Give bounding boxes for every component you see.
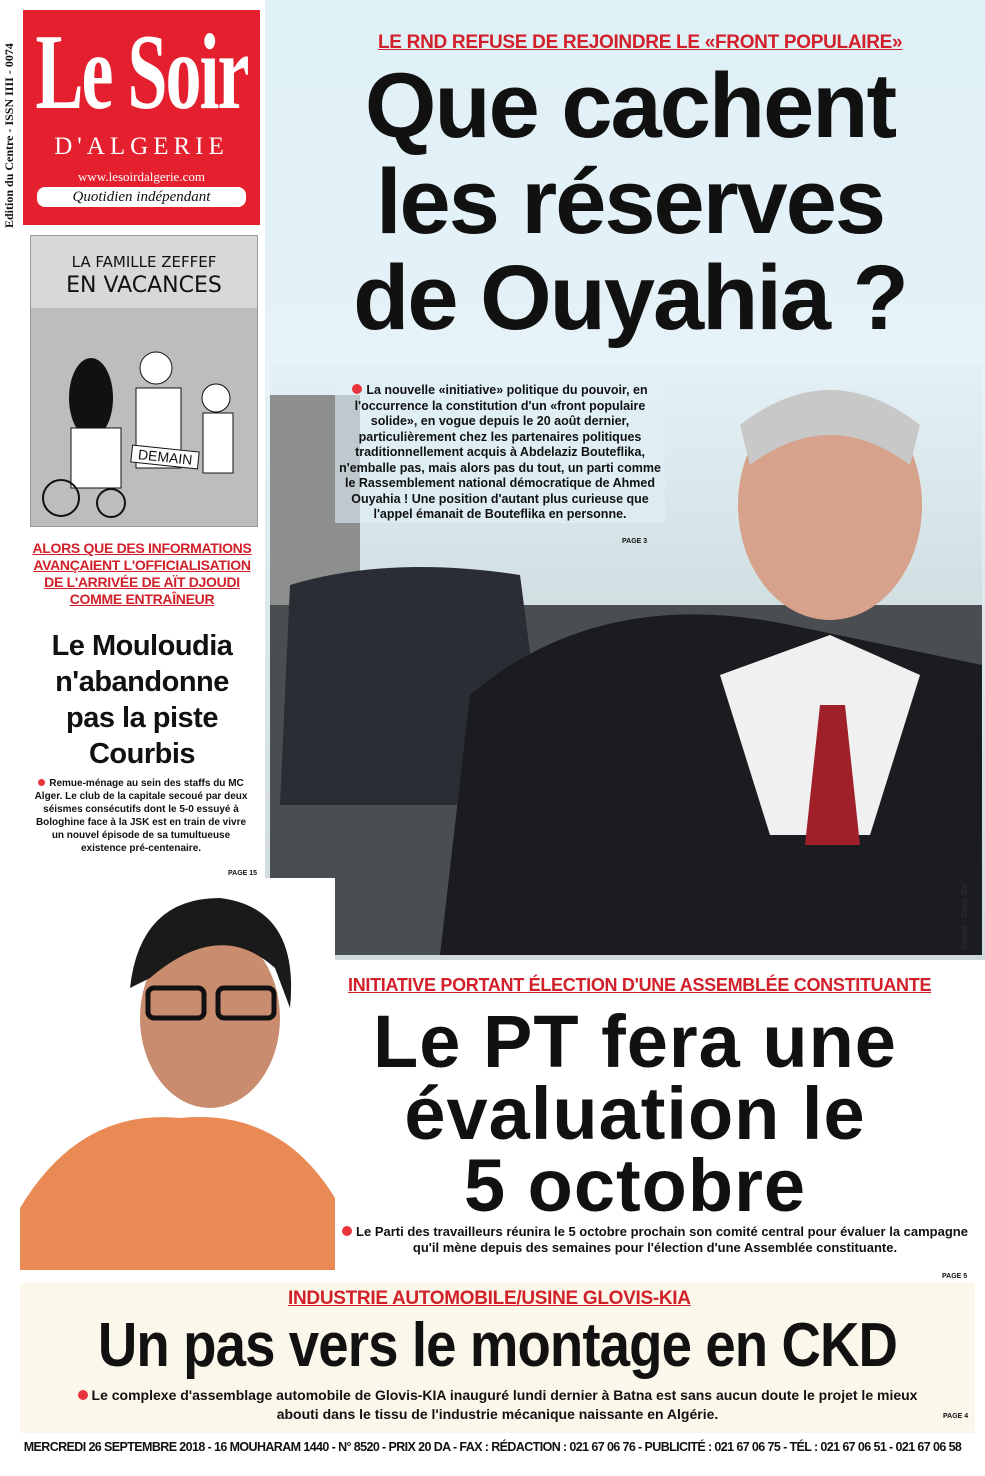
pt-kicker: INITIATIVE PORTANT ÉLECTION D'UNE ASSEMBLÉE CONSTITUANTE	[348, 975, 932, 995]
masthead-side-text: Edition du Centre - ISSN IIII - 0074	[2, 43, 16, 228]
sport-page-ref[interactable]: PAGE 15	[228, 870, 258, 877]
sport-headline[interactable]: Le Mouloudia n'abandonne pas la piste Courbis	[51, 630, 233, 770]
cartoon-title: LA FAMILLE ZEFFEF EN VACANCES	[66, 253, 222, 298]
bullet-icon	[78, 1390, 88, 1400]
cartoon-drawing	[31, 308, 258, 527]
auto-page-ref[interactable]: PAGE 4	[943, 1413, 969, 1420]
auto-kicker: INDUSTRIE AUTOMOBILE/USINE GLOVIS-KIA	[288, 1288, 691, 1309]
masthead-logo[interactable]	[23, 10, 260, 225]
logo-subtitle: D'ALGERIE	[54, 133, 229, 160]
auto-headline[interactable]: Un pas vers le montage en CKD	[97, 1311, 898, 1380]
lead-body: La nouvelle «initiative» politique du pouvoir, en l'occurrence la constitution d'un «front populaire solide», en vogue depuis le 20 août dernier, particulièrement chez les partenaires politiques traditionnellement acquis à Abdelaziz Bouteflika, n'emballe pas, mais alors pas du tout, un parti comme le Rassemblement national démocratique de Ahmed Ouyahia ! Une position d'autant plus curieuse que l'appel émanait de Bouteflika en personne.	[335, 383, 665, 523]
auto-body: Le complexe d'assemblage automobile de Glovis-KIA inauguré lundi dernier à Batna est sans aucun doute le projet le mieux abouti dans le tissu de l'industrie mécanique naissante en Algérie.	[60, 1386, 935, 1424]
sport-kicker: ALORS QUE DES INFORMATIONS AVANÇAIENT L'OFFICIALISATION DE L'ARRIVÉE DE AÏT DJOUDI COMME ENTRAÎNEUR	[32, 540, 252, 607]
footer-info: MERCREDI 26 SEPTEMBRE 2018 - 16 MOUHARAM 1440 - N° 8520 - PRIX 20 DA - FAX : RÉDACTION : 021 67 06 76 - PUBLICITÉ : 021 67 06 75 - TÉL : 021 67 06 51 - 021 67 06 58	[23, 1440, 962, 1454]
cartoon	[30, 235, 258, 527]
bullet-icon	[342, 1226, 352, 1236]
lead-headline[interactable]: Que cachent les réserves de Ouyahia ?	[353, 55, 907, 349]
lead-page-ref[interactable]: PAGE 3	[622, 538, 648, 545]
logo-tagline: Quotidien indépendant	[37, 187, 246, 207]
bullet-icon	[38, 779, 45, 786]
pt-body: Le Parti des travailleurs réunira le 5 octobre prochain son comité central pour évaluer la campagne qu'il mène depuis des semaines pour l'élection d'une Assemblée constituante.	[340, 1224, 970, 1255]
sport-body: Remue-ménage au sein des staffs du MC Alger. Le club de la capitale secoué par deux séismes consécutifs dont le 5-0 essuyé à Bologhine face à la JSK est en train de vivre un nouvel épisode de sa tumultueuse existence pré-centenaire.	[34, 778, 248, 854]
cartoon-sign: DEMAIN	[130, 444, 200, 469]
pt-page-ref[interactable]: PAGE 5	[942, 1273, 968, 1280]
photo-credit: Photos : Samir Sid	[960, 883, 969, 950]
pt-headline[interactable]: Le PT fera une évaluation le 5 octobre	[373, 1000, 897, 1227]
lead-kicker: LE RND REFUSE DE REJOINDRE LE «FRONT POPULAIRE»	[378, 32, 903, 53]
hanoune-photo	[20, 878, 335, 1270]
bullet-icon	[352, 384, 362, 394]
logo-title: Le Soir	[35, 12, 248, 132]
logo-url: www.lesoirdalgerie.com	[78, 169, 205, 184]
